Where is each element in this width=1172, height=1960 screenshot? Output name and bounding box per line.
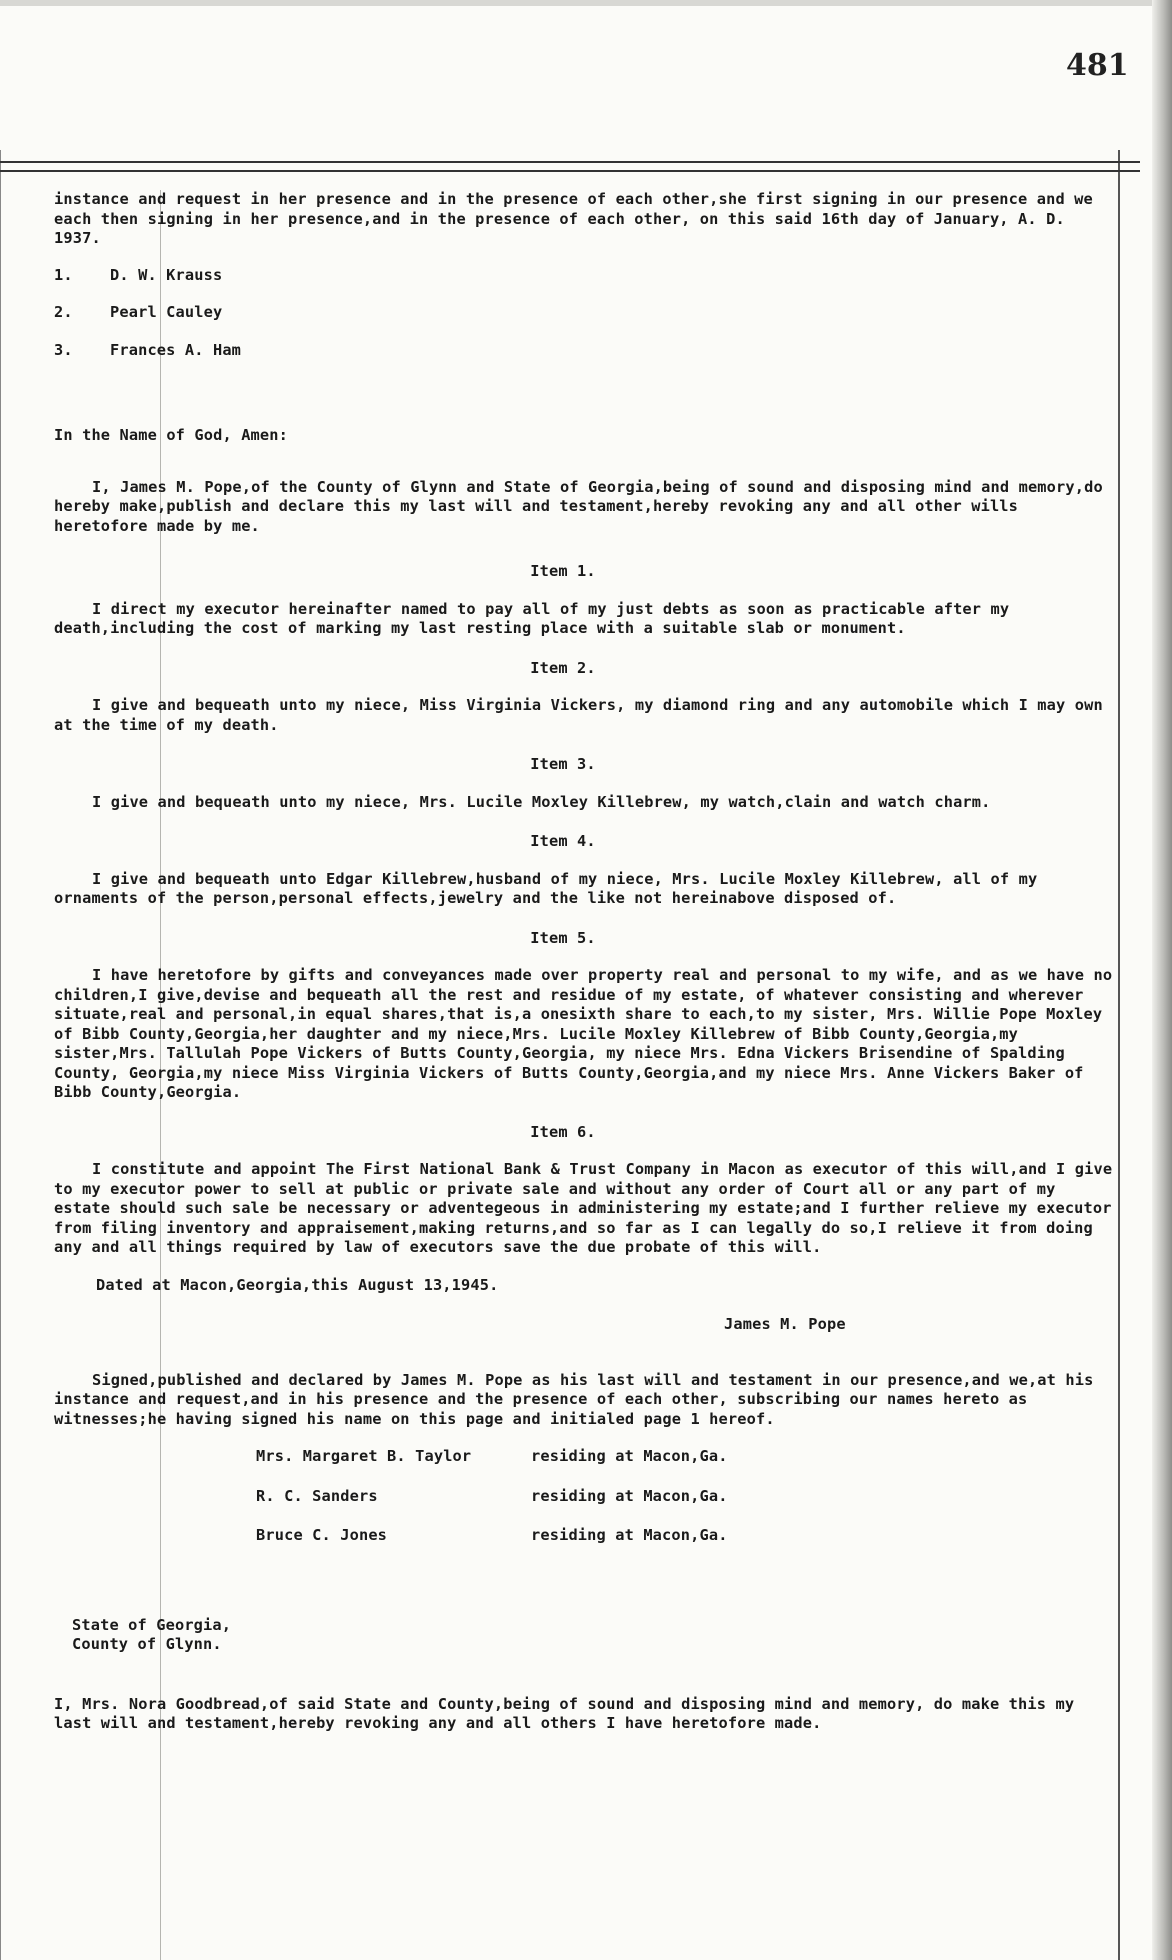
witness-line: 2. Pearl Cauley <box>54 303 223 321</box>
invocation: In the Name of God, Amen: <box>54 426 288 444</box>
witness-name: D. W. Krauss <box>110 265 223 284</box>
item-text: I give and bequeath unto Edgar Killebrew,husband of my niece, Mrs. Lucile Moxley Killebrew, all of my ornaments of the person,personal effects,jewelry and the like not hereinabove disposed of. <box>54 869 1047 907</box>
witness-name: Bruce C. Jones <box>256 1526 388 1544</box>
item-heading: Item 5. <box>530 928 596 947</box>
witness-residence: residing at Macon,Ga. <box>531 1526 728 1544</box>
dated-line: Dated at Macon,Georgia,this August 13,1945. <box>96 1275 499 1294</box>
header-rule-top <box>0 161 1140 163</box>
item-heading: Item 6. <box>530 1122 596 1141</box>
item-text: I give and bequeath unto my niece, Mrs. Lucile Moxley Killebrew, my watch,clain and watch charm. <box>92 792 991 811</box>
item-text: I direct my executor hereinafter named to pay all of my just debts as soon as practicable after my death,including the cost of marking my last resting place with a suitable slab or monument. <box>54 599 1019 637</box>
witness-name: R. C. Sanders <box>256 1486 378 1505</box>
attestation-paragraph: Signed,published and declared by James M. Pope as his last will and testament in our presence,and we,at his instance and request,and in his presence and the presence of each other, subscribing our names hereto as witnesses;he having signed his name on this page and initialed page 1 hereof. <box>54 1370 1103 1428</box>
page-top-edge <box>0 0 1160 6</box>
next-will-paragraph: I, Mrs. Nora Goodbread,of said State and County,being of sound and disposing mind and memory, do make this my last will and testament,hereby revoking any and all others I have heretofore made. <box>54 1694 1084 1732</box>
witness-line: 1. D. W. Krauss <box>54 265 223 284</box>
item-heading: Item 4. <box>530 832 596 850</box>
witness-line <box>256 1447 1120 1467</box>
witness-line <box>256 1487 1120 1507</box>
header-rule-bottom <box>0 170 1140 172</box>
item-heading: Item 2. <box>530 658 596 677</box>
preamble-paragraph: I, James M. Pope,of the County of Glynn and State of Georgia,being of sound and disposing mind and memory,do hereby make,publish and declare this my last will and testament,hereby revoking any and all other wills heretofore made by me. <box>54 477 1113 535</box>
witness-line <box>256 1526 1120 1546</box>
testator-signature: James M. Pope <box>724 1315 846 1333</box>
item-text: I have heretofore by gifts and conveyances made over property real and personal to my wife, and as we have no children,I give,devise and bequeath all the rest and residue of my estate, of whatever consisting and wherever situate,real and personal,in equal shares,that is,a onesixth share to each,to my sister, Mrs. Willie Pope Moxley of Bibb County,Georgia,her daughter and my niece,Mrs. Lucile Moxley Killebrew of Bibb County,Georgia,my sister,Mrs. Tallulah Pope Vickers of Butts County,Georgia, my niece Mrs. Edna Vickers Brisendine of Spalding County, Georgia,my niece Miss Virginia Vickers of Butts County,Georgia,and my niece Mrs. Anne Vickers Baker of Bibb County,Georgia. <box>54 966 1122 1101</box>
item-text: I give and bequeath unto my niece, Miss Virginia Vickers, my diamond ring and any automobile which I may own at the time of my death. <box>54 696 1113 734</box>
continuation-paragraph: instance and request in her presence and in the presence of each other,she first signing in our presence and we each then signing in her presence,and in the presence of each other, on this said 16th day of January, A. D. 1937. <box>54 190 1103 247</box>
county-line: County of Glynn. <box>72 1635 222 1653</box>
witness-name: Mrs. Margaret B. Taylor <box>256 1447 472 1465</box>
state-line: State of Georgia, <box>72 1615 232 1634</box>
witness-residence: residing at Macon,Ga. <box>531 1447 728 1465</box>
page-right-shadow <box>1152 0 1172 1960</box>
witness-line: 3. Frances A. Ham <box>54 340 242 359</box>
document-body <box>54 190 1120 1734</box>
witness-name: Pearl Cauley <box>110 303 223 321</box>
page-number: 481 <box>1066 48 1129 83</box>
witness-name: Frances A. Ham <box>110 340 242 359</box>
item-heading: Item 3. <box>530 755 596 773</box>
witness-residence: residing at Macon,Ga. <box>531 1486 728 1505</box>
left-margin-line <box>0 150 1 1960</box>
item-text: I constitute and appoint The First National Bank & Trust Company in Macon as executor of this will,and I give to my executor power to sell at public or private sale and without any order of Court all or any part of my estate should such sale be necessary or adventegeous in administering my estate;and I further relieve my executor from filing inventory and appraisement,making returns,and so far as I can legally do so,I relieve it from doing any and all things required by law of executors save the due probate of this will. <box>54 1160 1122 1256</box>
witness-list-1937 <box>54 266 1120 361</box>
item-heading: Item 1. <box>530 562 596 580</box>
